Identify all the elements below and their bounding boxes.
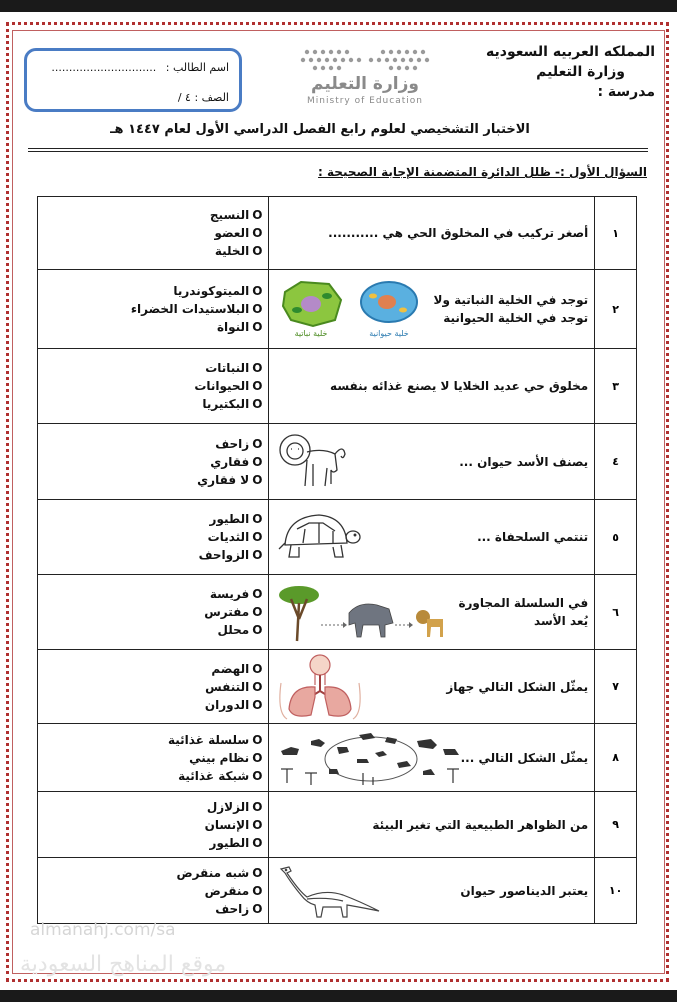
- options-cell: [38, 650, 269, 724]
- question-number: ٧: [595, 650, 637, 724]
- question-cell: [269, 650, 595, 724]
- question-number: ٦: [595, 575, 637, 650]
- answer-option[interactable]: Oفقاري: [210, 454, 263, 469]
- answer-option[interactable]: Oالنسيج: [209, 208, 263, 222]
- question-cell: [269, 270, 595, 349]
- question-cell: [269, 197, 595, 270]
- option-circle-icon[interactable]: O: [252, 679, 263, 694]
- question-row-7: [38, 650, 637, 724]
- answer-option[interactable]: Oسلسلة غذائية: [168, 732, 263, 747]
- answer-option[interactable]: Oالبلاستيدات الخضراء: [130, 302, 263, 316]
- respiratory-system-picture: [277, 653, 363, 721]
- answer-option[interactable]: Oمحلل: [217, 623, 263, 637]
- option-circle-icon[interactable]: O: [252, 454, 263, 469]
- food-web-picture: [277, 729, 463, 787]
- option-circle-icon[interactable]: O: [252, 750, 263, 765]
- question-row-9: [38, 792, 637, 858]
- option-circle-icon[interactable]: O: [252, 732, 263, 747]
- option-circle-icon[interactable]: O: [252, 799, 263, 814]
- option-circle-icon[interactable]: O: [252, 768, 263, 783]
- options-cell: [38, 270, 269, 349]
- answer-option[interactable]: Oالطيور: [209, 835, 263, 850]
- food-chain-picture: [277, 579, 449, 645]
- answer-option[interactable]: Oالخلية: [214, 244, 263, 258]
- option-circle-icon[interactable]: O: [252, 901, 263, 916]
- option-circle-icon[interactable]: O: [252, 587, 263, 601]
- option-circle-icon[interactable]: O: [252, 835, 263, 850]
- question-cell: [269, 792, 595, 858]
- question-text: يمثّل الشكل التالي جهاز: [446, 679, 589, 694]
- option-circle-icon[interactable]: O: [252, 548, 263, 562]
- question-text: يصنف الأسد حيوان ...: [459, 454, 589, 469]
- ministry-logo: [293, 44, 437, 110]
- options-cell: [38, 349, 269, 424]
- question-text: من الظواهر الطبيعية التي تغير البيئة: [372, 817, 589, 832]
- question-cell: [269, 858, 595, 924]
- plant-animal-cells-picture: [277, 278, 427, 340]
- answer-option[interactable]: Oالميتوكوندريا: [173, 284, 263, 298]
- option-circle-icon[interactable]: O: [252, 817, 263, 832]
- option-circle-icon[interactable]: O: [252, 226, 263, 240]
- option-circle-icon[interactable]: O: [252, 883, 263, 898]
- option-circle-icon[interactable]: O: [252, 512, 263, 526]
- ministry-name: وزارة التعليم: [536, 64, 625, 80]
- question-cell: [269, 724, 595, 792]
- answer-option[interactable]: Oشبه منقرض: [176, 865, 263, 880]
- option-circle-icon[interactable]: O: [252, 361, 263, 375]
- answer-option[interactable]: Oنظام بيني: [189, 750, 263, 765]
- option-circle-icon[interactable]: O: [252, 472, 263, 487]
- option-circle-icon[interactable]: O: [252, 284, 263, 298]
- question-row-8: [38, 724, 637, 792]
- answer-option[interactable]: Oالهضم: [211, 661, 263, 676]
- answer-option[interactable]: Oالبكتيريا: [202, 397, 263, 411]
- student-name-field: ..............................: [51, 61, 157, 74]
- question-number: ٨: [595, 724, 637, 792]
- question-text: في السلسلة المجاورة يُعد الأسد: [458, 596, 589, 628]
- questions-table: [37, 196, 637, 924]
- question-row-3: [38, 349, 637, 424]
- animal-cell-caption: خلية حيوانية: [369, 329, 410, 338]
- divider: [28, 151, 648, 152]
- grade-label: الصف : ٤ /: [177, 91, 229, 104]
- answer-option[interactable]: Oمنقرض: [204, 883, 263, 898]
- options-cell: [38, 575, 269, 650]
- plant-cell-caption: خلية نباتية: [294, 329, 328, 338]
- kingdom-name: المملكه العربيه السعوديه: [486, 44, 655, 60]
- option-circle-icon[interactable]: O: [252, 397, 263, 411]
- option-circle-icon[interactable]: O: [252, 379, 263, 393]
- options-cell: [38, 858, 269, 924]
- answer-option[interactable]: Oمفترس: [204, 605, 263, 619]
- watermark-url: almanahj.com/sa: [30, 920, 176, 940]
- answer-option[interactable]: Oالدوران: [204, 697, 263, 712]
- student-info-box: [24, 48, 242, 112]
- answer-option[interactable]: Oالإنسان: [204, 817, 263, 832]
- option-circle-icon[interactable]: O: [252, 436, 263, 451]
- logo-dots-icon: [297, 46, 433, 74]
- question-cell: [269, 500, 595, 575]
- question-text: يمثّل الشكل التالي ...: [460, 750, 589, 765]
- section-heading: السؤال الأول :- ظلل الدائرة المتضمنة الإجابة الصحيحة :: [318, 165, 647, 179]
- student-name-row: [51, 61, 229, 74]
- question-text: مخلوق حي عديد الخلايا لا يصنع غذائه بنفسه: [330, 379, 589, 393]
- answer-option[interactable]: Oالنواة: [216, 320, 263, 334]
- student-name-label: اسم الطالب :: [165, 61, 229, 74]
- answer-option[interactable]: Oزاحف: [215, 901, 263, 916]
- options-cell: [38, 424, 269, 500]
- options-cell: [38, 792, 269, 858]
- option-circle-icon[interactable]: O: [252, 623, 263, 637]
- answer-option[interactable]: Oلا فقاري: [197, 472, 263, 487]
- options-cell: [38, 500, 269, 575]
- option-circle-icon[interactable]: O: [252, 697, 263, 712]
- option-circle-icon[interactable]: O: [252, 244, 263, 258]
- options-cell: [38, 197, 269, 270]
- answer-option[interactable]: Oالحيوانات: [194, 379, 263, 393]
- answer-option[interactable]: Oالطيور: [209, 512, 263, 526]
- question-row-4: [38, 424, 637, 500]
- divider: [28, 148, 648, 149]
- question-row-6: [38, 575, 637, 650]
- question-cell: [269, 349, 595, 424]
- answer-option[interactable]: Oفريسة: [209, 587, 263, 601]
- question-text: تنتمي السلحفاة ...: [477, 530, 589, 544]
- school-label: مدرسة :: [597, 84, 655, 100]
- answer-option[interactable]: Oالعضو: [214, 226, 263, 240]
- option-circle-icon[interactable]: O: [252, 530, 263, 544]
- question-number: ٣: [595, 349, 637, 424]
- answer-option[interactable]: Oشبكة غذائية: [178, 768, 263, 783]
- question-number: ٤: [595, 424, 637, 500]
- question-row-1: [38, 197, 637, 270]
- question-number: ٩: [595, 792, 637, 858]
- question-text: أصغر تركيب في المخلوق الحي هي ...........: [328, 226, 589, 240]
- question-cell: [269, 424, 595, 500]
- watermark-arabic: موقع المناهج السعودية: [20, 952, 227, 977]
- logo-arabic-text: وزارة التعليم: [311, 74, 419, 94]
- answer-option[interactable]: Oزاحف: [215, 436, 263, 451]
- answer-option[interactable]: Oالتنفس: [205, 679, 263, 694]
- question-row-10: [38, 858, 637, 924]
- question-cell: [269, 575, 595, 650]
- header-right: [475, 42, 655, 102]
- dinosaur-picture: [277, 861, 381, 921]
- question-text: توجد في الخلية النباتية ولا توجد في الخلية الحيوانية: [433, 293, 589, 325]
- question-number: ٥: [595, 500, 637, 575]
- option-circle-icon[interactable]: O: [252, 208, 263, 222]
- option-circle-icon[interactable]: O: [252, 865, 263, 880]
- answer-option[interactable]: Oالزلازل: [206, 799, 263, 814]
- answer-option[interactable]: Oالثديات: [207, 530, 263, 544]
- logo-english-text: Ministry of Education: [307, 96, 423, 106]
- question-number: ١: [595, 197, 637, 270]
- answer-option[interactable]: Oالنباتات: [205, 361, 263, 375]
- question-row-5: [38, 500, 637, 575]
- turtle-picture: [277, 507, 361, 567]
- lion-picture: [277, 430, 349, 494]
- option-circle-icon[interactable]: O: [252, 605, 263, 619]
- question-number: ١٠: [595, 858, 637, 924]
- option-circle-icon[interactable]: O: [252, 302, 263, 316]
- answer-option[interactable]: Oالزواحف: [198, 548, 263, 562]
- question-number: ٢: [595, 270, 637, 349]
- options-cell: [38, 724, 269, 792]
- option-circle-icon[interactable]: O: [252, 320, 263, 334]
- question-text: يعتبر الديناصور حيوان: [460, 883, 589, 898]
- exam-title: الاختبار التشخيصي لعلوم رابع الفصل الدراسي الأول لعام ١٤٤٧ هـ: [110, 122, 530, 137]
- question-row-2: [38, 270, 637, 349]
- option-circle-icon[interactable]: O: [252, 661, 263, 676]
